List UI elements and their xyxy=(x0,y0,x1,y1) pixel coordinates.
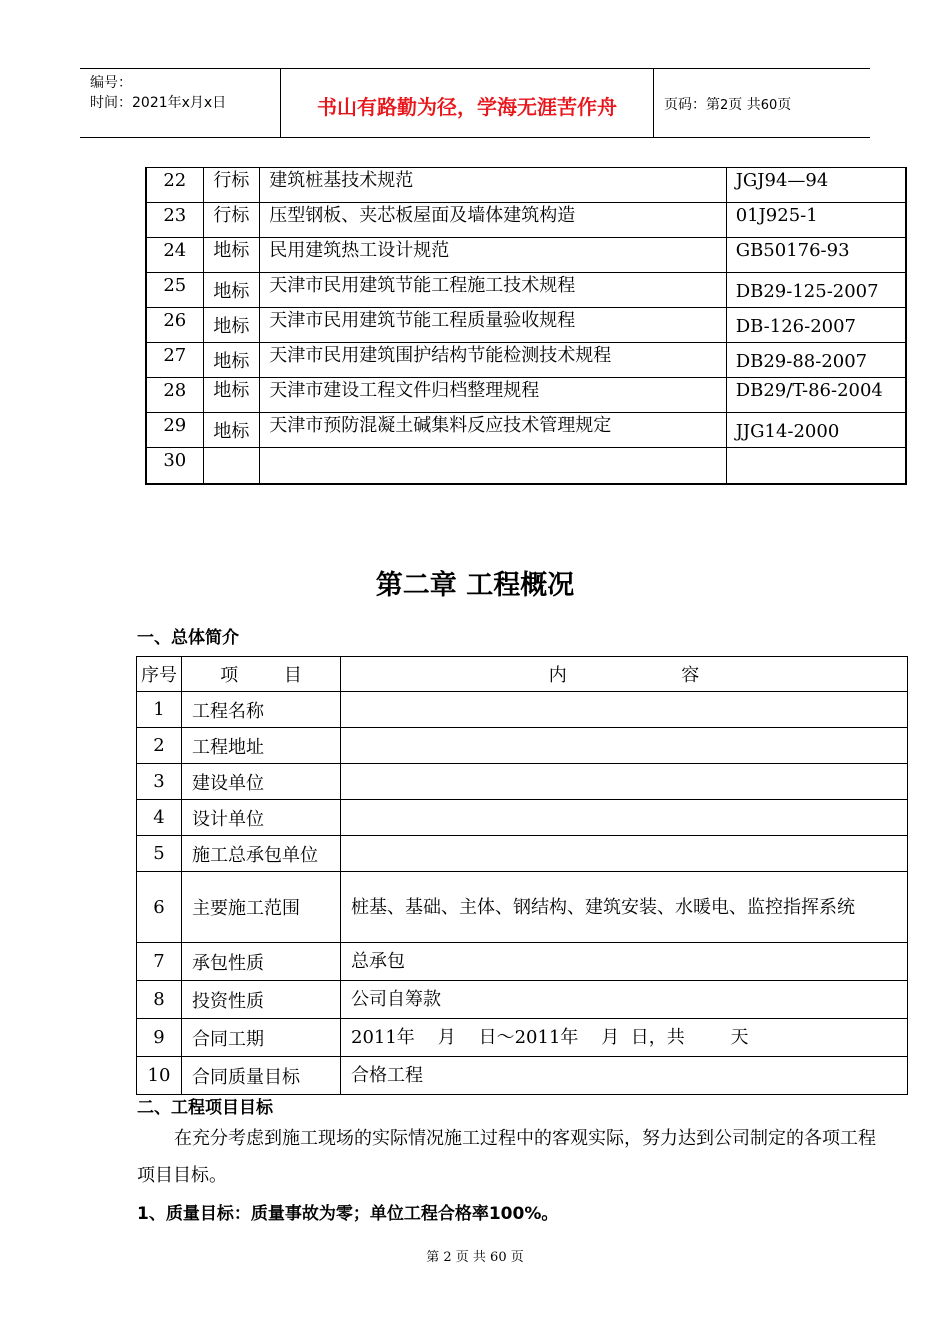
standard-code: DB-126-2007 xyxy=(726,308,906,343)
standard-code: JGJ94—94 xyxy=(726,168,906,203)
section-title-goals: 二、工程项目目标 xyxy=(137,1098,273,1118)
overview-item: 工程名称 xyxy=(182,692,341,728)
goals-paragraph: 在充分考虑到施工现场的实际情况施工过程中的客观实际，努力达到公司制定的各项工程项目目标。 xyxy=(137,1128,876,1186)
table-row xyxy=(146,203,906,238)
overview-content xyxy=(341,728,908,764)
table-row xyxy=(137,800,908,836)
standard-no: 25 xyxy=(146,273,203,308)
section-title-overview: 一、总体简介 xyxy=(137,628,239,648)
overview-content: 2011年 月 日～2011年 月 日，共 天 xyxy=(341,1019,908,1057)
standard-code: DB29-125-2007 xyxy=(726,273,906,308)
page-header xyxy=(80,68,870,138)
overview-no: 9 xyxy=(137,1019,182,1057)
overview-content: 桩基、基础、主体、钢结构、建筑安装、水暖电、监控指挥系统 xyxy=(341,872,908,943)
overview-no: 7 xyxy=(137,943,182,981)
page-total: 60 xyxy=(760,98,778,113)
header-motto: 书山有路勤为径，学海无涯苦作舟 xyxy=(317,95,617,119)
table-row xyxy=(137,981,908,1019)
table-row xyxy=(146,168,906,203)
table-row xyxy=(137,1057,908,1095)
standard-code: JJG14-2000 xyxy=(726,413,906,448)
overview-no: 3 xyxy=(137,764,182,800)
table-row xyxy=(137,943,908,981)
standard-cat: 行标 xyxy=(203,203,260,238)
standard-cat: 地标 xyxy=(203,238,260,273)
table-row xyxy=(146,273,906,308)
header-no: 序号 xyxy=(137,657,182,692)
standard-no: 29 xyxy=(146,413,203,448)
standard-cat: 行标 xyxy=(203,168,260,203)
overview-no: 1 xyxy=(137,692,182,728)
table-row xyxy=(137,728,908,764)
header-page-number xyxy=(664,94,791,114)
overview-item: 合同质量目标 xyxy=(182,1057,341,1095)
overview-item: 主要施工范围 xyxy=(182,872,341,943)
standard-cat: 地标 xyxy=(203,413,260,448)
standard-cat: 地标 xyxy=(203,378,260,413)
table-row xyxy=(137,692,908,728)
standard-no: 30 xyxy=(146,448,203,485)
standard-code: DB29-88-2007 xyxy=(726,343,906,378)
standard-code: DB29/T-86-2004 xyxy=(726,378,906,413)
table-row xyxy=(146,378,906,413)
standard-name: 天津市民用建筑节能工程施工技术规程 xyxy=(260,273,726,308)
standard-name: 民用建筑热工设计规范 xyxy=(260,238,726,273)
page-footer: 第 2 页 共 60 页 xyxy=(426,1250,524,1265)
overview-item: 合同工期 xyxy=(182,1019,341,1057)
table-row xyxy=(137,1019,908,1057)
overview-no: 2 xyxy=(137,728,182,764)
header-motto-cell xyxy=(281,69,654,137)
chapter-title: 第二章 工程概况 xyxy=(375,570,575,601)
table-row xyxy=(146,238,906,273)
overview-item: 设计单位 xyxy=(182,800,341,836)
page-current: 2 xyxy=(720,98,729,113)
standard-name: 建筑桩基技术规范 xyxy=(260,168,726,203)
standard-name: 天津市建设工程文件归档整理规程 xyxy=(260,378,726,413)
overview-item: 工程地址 xyxy=(182,728,341,764)
standard-cat xyxy=(203,448,260,485)
table-row xyxy=(137,764,908,800)
standard-no: 23 xyxy=(146,203,203,238)
overview-no: 6 xyxy=(137,872,182,943)
table-row xyxy=(146,343,906,378)
standard-code: GB50176-93 xyxy=(726,238,906,273)
standard-code: 01J925-1 xyxy=(726,203,906,238)
overview-header-row xyxy=(137,657,908,692)
overview-no: 5 xyxy=(137,836,182,872)
overview-table xyxy=(136,656,908,1095)
standard-code xyxy=(726,448,906,485)
document-time-label: 时间：2021年x月x日 xyxy=(90,95,227,111)
table-row xyxy=(146,308,906,343)
overview-item: 承包性质 xyxy=(182,943,341,981)
standard-name: 天津市民用建筑节能工程质量验收规程 xyxy=(260,308,726,343)
standard-no: 28 xyxy=(146,378,203,413)
standard-cat: 地标 xyxy=(203,343,260,378)
overview-content: 公司自筹款 xyxy=(341,981,908,1019)
table-row xyxy=(137,836,908,872)
standard-name: 压型钢板、夹芯板屋面及墙体建筑构造 xyxy=(260,203,726,238)
page-prefix: 页码：第 xyxy=(664,97,720,113)
header-item: 项 目 xyxy=(182,657,341,692)
standard-name: 天津市预防混凝土碱集料反应技术管理规定 xyxy=(260,413,726,448)
standard-cat: 地标 xyxy=(203,308,260,343)
table-row xyxy=(146,448,906,485)
standard-no: 27 xyxy=(146,343,203,378)
header-page-cell xyxy=(654,69,870,137)
standard-no: 26 xyxy=(146,308,203,343)
overview-content xyxy=(341,764,908,800)
page-suffix: 页 xyxy=(777,97,792,113)
overview-content xyxy=(341,692,908,728)
standards-table xyxy=(145,167,907,485)
overview-no: 8 xyxy=(137,981,182,1019)
standard-cat: 地标 xyxy=(203,273,260,308)
overview-no: 10 xyxy=(137,1057,182,1095)
standard-name: 天津市民用建筑围护结构节能检测技术规程 xyxy=(260,343,726,378)
page-mid: 页 共 xyxy=(728,97,761,113)
overview-item: 施工总承包单位 xyxy=(182,836,341,872)
overview-content xyxy=(341,836,908,872)
header-content: 内 容 xyxy=(341,657,908,692)
overview-no: 4 xyxy=(137,800,182,836)
table-row xyxy=(146,413,906,448)
header-meta-cell xyxy=(80,69,281,137)
overview-content: 总承包 xyxy=(341,943,908,981)
overview-content: 合格工程 xyxy=(341,1057,908,1095)
overview-item: 建设单位 xyxy=(182,764,341,800)
document-number-label: 编号： xyxy=(90,75,132,91)
standard-no: 24 xyxy=(146,238,203,273)
table-row xyxy=(137,872,908,943)
quality-goal: 1、质量目标：质量事故为零；单位工程合格率100%。 xyxy=(137,1204,559,1224)
standard-no: 22 xyxy=(146,168,203,203)
standard-name xyxy=(260,448,726,485)
overview-content xyxy=(341,800,908,836)
overview-item: 投资性质 xyxy=(182,981,341,1019)
